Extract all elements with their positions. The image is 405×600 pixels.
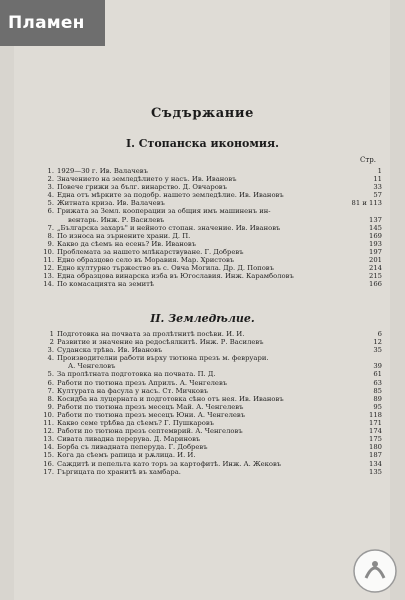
toc-entry-title: Работи по тютюна презъ Априлъ. А. Ченгелевъ <box>57 378 228 387</box>
toc-entry-number: 3. <box>47 346 54 355</box>
toc-entry-title: Една образцова винарска изба въ Югославия. Инж. Карамболовъ <box>57 272 294 281</box>
toc-entry-page: 215 <box>369 272 382 281</box>
toc-entry-page: 134 <box>369 459 382 468</box>
toc-entry[interactable] <box>40 346 382 354</box>
toc-entry-page: 6 <box>377 330 382 338</box>
toc-entry-number: 4. <box>47 354 54 363</box>
toc-entry[interactable] <box>40 451 382 459</box>
toc-entry-number: 2 <box>49 338 54 347</box>
toc-entry-number: 8. <box>47 231 54 240</box>
toc-entry[interactable] <box>40 460 382 468</box>
toc-entry-title: Косидба на луцерната и подготовка сѣно отъ нея. Ив. Ивановъ <box>57 394 284 403</box>
toc-entry[interactable] <box>40 256 382 264</box>
toc-entry[interactable] <box>40 387 382 395</box>
toc-entry-page: 180 <box>369 443 382 452</box>
toc-entry-continuation[interactable] <box>40 362 382 370</box>
toc-entry-number: 6. <box>47 378 54 387</box>
toc-entry-page: 63 <box>373 378 382 387</box>
toc-entry-page: 171 <box>369 419 382 428</box>
toc-entry-number: 14. <box>43 280 54 289</box>
toc-entry-title: Житната криза. Ив. Валачевъ <box>57 199 165 208</box>
toc-entry[interactable] <box>40 272 382 280</box>
toc-entry-title: За пролѣтната подготовка на почвата. П. Д. <box>57 370 216 379</box>
toc-entry[interactable] <box>40 354 382 362</box>
toc-entry-page: 12 <box>373 338 382 347</box>
toc-entry[interactable] <box>40 224 382 232</box>
toc-entry-title: Грижата за Земл. кооперации за общия имъ машиненъ ин- <box>57 207 271 216</box>
brand-logo[interactable]: Пламен <box>0 0 105 46</box>
toc-entry-page: 201 <box>369 256 382 265</box>
toc-entry-page: 39 <box>373 362 382 371</box>
toc-entry[interactable] <box>40 338 382 346</box>
toc-entry-page: 1 <box>377 167 382 175</box>
page-column-label: Стр. <box>360 156 376 164</box>
toc-entry-number: 10. <box>43 247 54 256</box>
toc-entry-title: Повече грижи за бълг. винарство. Д. Овчаровъ <box>57 183 227 192</box>
toc-entry[interactable] <box>40 330 382 338</box>
toc-entry-page: 89 <box>373 394 382 403</box>
toc-entry-title: Развитие и значение на редосѣялкитѣ. Инж. Р. Василевъ <box>57 338 264 347</box>
toc-entry-number: 15. <box>43 451 54 460</box>
toc-entry[interactable] <box>40 419 382 427</box>
section-heading-agriculture: II. Земледѣлие. <box>150 312 255 325</box>
toc-entry-page: 61 <box>373 370 382 379</box>
toc-entry-page: 35 <box>373 346 382 355</box>
toc-entry[interactable] <box>40 443 382 451</box>
toc-entry[interactable] <box>40 395 382 403</box>
toc-entry-title: Борба съ ливадната пеперуда. Г. Добревъ <box>57 443 208 452</box>
toc-entry-number: 1 <box>49 330 54 338</box>
toc-entry-page: 118 <box>369 410 382 419</box>
toc-entry-number: 16. <box>43 459 54 468</box>
toc-entry-page: 33 <box>373 183 382 192</box>
toc-list-economy <box>40 167 382 288</box>
toc-entry-number: 8. <box>47 394 54 403</box>
toc-entry-number: 4. <box>47 191 54 200</box>
toc-entry-number: 17. <box>43 467 54 476</box>
toc-entry-title: Проблемата за нашето млѣкарствуване. Г. Добревъ <box>57 247 244 256</box>
toc-entry[interactable] <box>40 411 382 419</box>
toc-entry-title: Работи по тютюна презъ месецъ Май. А. Ченгелевъ <box>57 402 244 411</box>
toc-entry-number: 12. <box>43 264 54 273</box>
toc-entry-page: 166 <box>369 280 382 289</box>
toc-entry-page: 81 и 113 <box>351 199 382 208</box>
toc-entry[interactable] <box>40 468 382 476</box>
toc-entry-page: 197 <box>369 247 382 256</box>
toc-entry-title: Една отъ мѣрките за подобр. нашето земледѣлие. Ив. Ивановъ <box>57 191 284 200</box>
toc-entry-number: 3. <box>47 183 54 192</box>
toc-entry-page: 187 <box>369 451 382 460</box>
toc-entry[interactable] <box>40 435 382 443</box>
toc-entry[interactable] <box>40 232 382 240</box>
toc-entry-title: 1929—30 г. Ив. Валачевъ <box>57 167 148 175</box>
toc-entry-title: Сивата ливадна перерува. Д. Мариновъ <box>57 435 201 444</box>
toc-entry-number: 11. <box>43 419 54 428</box>
toc-list-agriculture <box>40 330 382 476</box>
toc-entry[interactable] <box>40 264 382 272</box>
toc-entry-page: 214 <box>369 264 382 273</box>
section-heading-economy: I. Стопанска икономия. <box>125 137 280 150</box>
toc-entry-page: 11 <box>373 175 382 184</box>
toc-entry-title: Какво да сѣемъ на есень? Ив. Ивановъ <box>57 239 197 248</box>
toc-entry-number: 11. <box>43 256 54 265</box>
toc-entry[interactable] <box>40 280 382 288</box>
toc-entry[interactable] <box>40 427 382 435</box>
toc-entry-page: 174 <box>369 427 382 436</box>
toc-entry-number: 10. <box>43 410 54 419</box>
toc-entry-page: 135 <box>369 467 382 476</box>
toc-entry-page: 145 <box>369 223 382 232</box>
toc-entry-title: „Българска захаръ" и нейното стопан. значение. Ив. Ивановъ <box>57 223 281 232</box>
toc-entry[interactable] <box>40 248 382 256</box>
toc-entry[interactable] <box>40 207 382 215</box>
toc-entry-title: А. Ченгеловъ <box>68 362 116 371</box>
toc-entry-title: Работи по тютюна презъ септемврий. А. Ченгеловъ <box>57 427 243 436</box>
toc-entry-page: 193 <box>369 239 382 248</box>
toc-entry[interactable] <box>40 167 382 175</box>
toc-entry-page: 57 <box>373 191 382 200</box>
toc-entry-title: Едно образцово село въ Моравия. Мар. Христовъ <box>57 256 235 265</box>
toc-entry-number: 9. <box>47 402 54 411</box>
toc-entry-title: вентарь. Инж. Р. Василевъ <box>68 215 165 224</box>
toc-entry-number: 12. <box>43 427 54 436</box>
toc-entry-title: Какво семе трѣбва да сѣемъ? Г. Пушкаровъ <box>57 419 214 428</box>
toc-entry-number: 5. <box>47 199 54 208</box>
toc-entry-page: 85 <box>373 386 382 395</box>
toc-entry[interactable] <box>40 403 382 411</box>
toc-entry-title: Кога да сѣемъ рапица и рѫлица. И. И. <box>57 451 196 460</box>
toc-entry-title: Гъргицата по хранитѣ въ хамбара. <box>57 467 181 476</box>
toc-entry-number: 1. <box>47 167 54 175</box>
toc-entry-title: Значението на земледѣлието у насъ. Ив. Ивановъ <box>57 175 237 184</box>
toc-entry-continuation[interactable] <box>40 216 382 224</box>
toc-entry-page: 137 <box>369 215 382 224</box>
book-page <box>14 0 390 600</box>
toc-entry-title: Подготовка на почвата за пролѣтнитѣ посѣви. И. И. <box>57 330 245 338</box>
toc-entry[interactable] <box>40 379 382 387</box>
toc-entry[interactable] <box>40 199 382 207</box>
toc-entry[interactable] <box>40 183 382 191</box>
toc-entry[interactable] <box>40 370 382 378</box>
toc-entry-number: 5. <box>47 370 54 379</box>
toc-entry-number: 7. <box>47 386 54 395</box>
toc-entry-title: По комасацията на земитѣ <box>57 280 155 289</box>
toc-entry-page: 175 <box>369 435 382 444</box>
toc-entry-title: Работи по тютюна презъ месецъ Юни. А. Ченгелевъ <box>57 410 246 419</box>
toc-entry-number: 13. <box>43 272 54 281</box>
toc-entry-number: 14. <box>43 443 54 452</box>
toc-entry-number: 13. <box>43 435 54 444</box>
toc-entry-title: По износа на зърнените храни. Д. П. <box>57 231 191 240</box>
toc-entry-number: 7. <box>47 223 54 232</box>
toc-entry-title: Саждитѣ и пепельта като торъ за картофитѣ. Инж. А. Жековъ <box>57 459 282 468</box>
toc-entry-page: 95 <box>373 402 382 411</box>
toc-entry[interactable] <box>40 175 382 183</box>
toc-entry-number: 9. <box>47 239 54 248</box>
toc-entry-title: Културата на фасула у насъ. Ст. Мичковъ <box>57 386 209 395</box>
toc-entry-number: 6. <box>47 207 54 216</box>
toc-entry[interactable] <box>40 240 382 248</box>
toc-entry-title: Производителни работи върху тютюна презъ м. февруари. <box>57 354 269 363</box>
toc-entry-page: 169 <box>369 231 382 240</box>
toc-entry-title: Суданска трѣва. Ив. Ивановъ <box>57 346 163 355</box>
toc-entry-title: Едно културно тържество въ с. Овча Могила. Др. Д. Поповъ <box>57 264 274 273</box>
bazar-logo-icon <box>352 548 398 594</box>
toc-entry[interactable] <box>40 191 382 199</box>
toc-entry-number: 2. <box>47 175 54 184</box>
page-title: Съдържание <box>150 106 255 121</box>
